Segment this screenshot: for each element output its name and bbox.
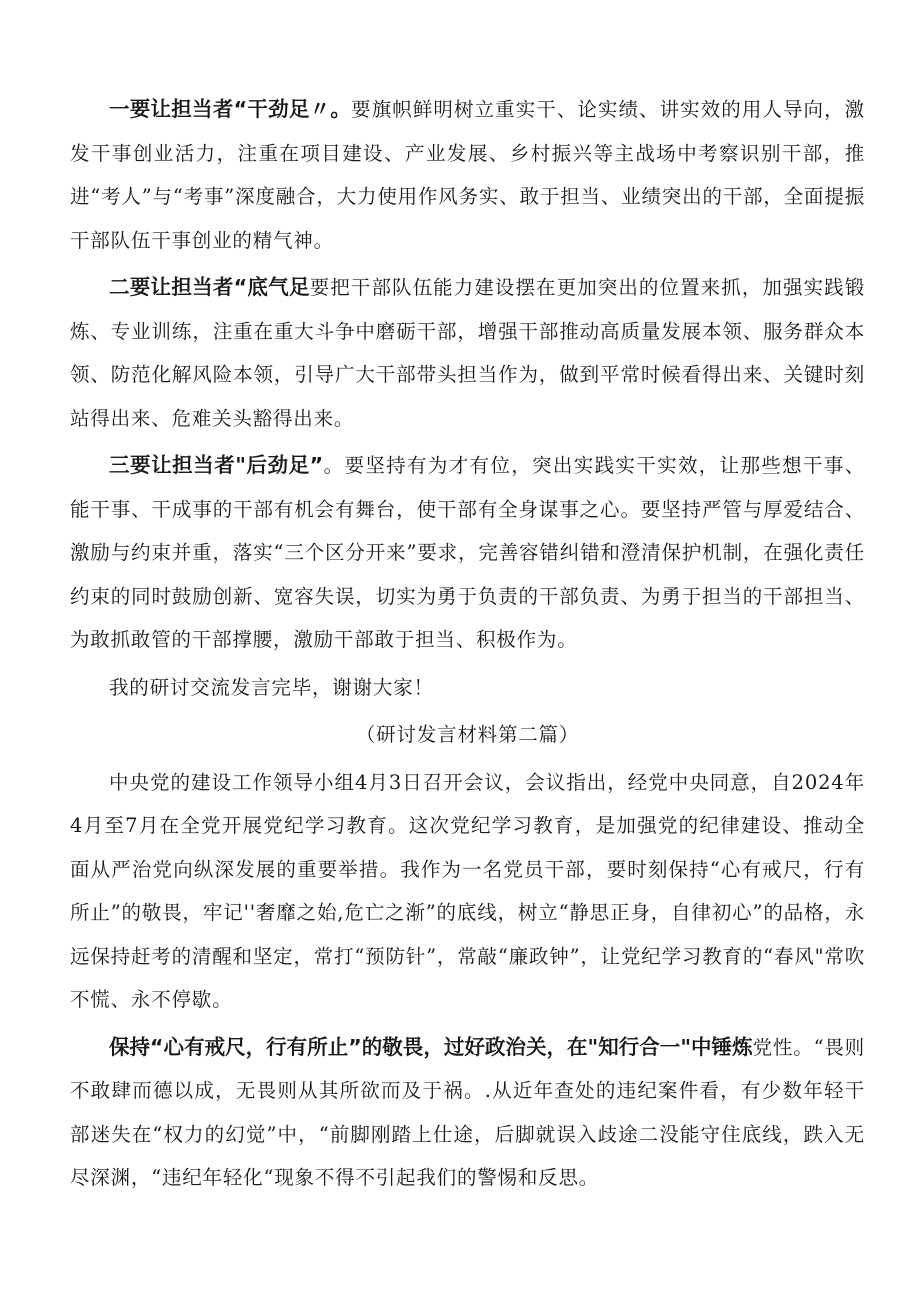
paragraph-7 bbox=[70, 1026, 865, 1200]
paragraph-3-body: 。要坚持有为才有位，突出实践实干实效，让那些想干事、能干事、干成事的干部有机会有舞台，使干部有全身谋事之心。要坚持严管与厚爱结合、激励与约束并重，落实“三个区分开来”要求，完善容错纠错和澄清保护机制，在强化责任约束的同时鼓励创新、宽容失误，切实为勇于负责的干部负责、为勇于担当的干部担当、为敢抓敢管的干部撑腰，激励干部敢于担当、积极作为。 bbox=[70, 454, 865, 651]
paragraph-3-lead: 三要让担当者"后劲足” bbox=[109, 453, 324, 477]
document-page bbox=[70, 88, 865, 1204]
paragraph-1-body: 要旗帜鲜明树立重实干、论实绩、讲实效的用人导向，激发干事创业活力，注重在项目建设、产业发展、乡村振兴等主战场中考察识别干部，推进“考人”与“考事”深度融合，大力使用作风务实、敢于担当、业绩突出的干部，全面提振干部队伍干事创业的精气神。 bbox=[70, 98, 865, 252]
paragraph-2 bbox=[70, 266, 865, 440]
paragraph-6: 中央党的建设工作领导小组4月3日召开会议，会议指出，经党中央同意，自2024年4月至7月在全党开展党纪学习教育。这次党纪学习教育，是加强党的纪律建设、推动全面从严治党向纵深发展的重要举措。我作为一名党员干部，要时刻保持“心有戒尺，行有所止”的敬畏，牢记''奢靡之始,危亡之渐”的底线，树立“静思正身，自律初心”的品格，永远保持赶考的清醒和坚定，常打“预防针”，常敲“廉政钟”，让党纪学习教育的“春风"常吹不慌、永不停歇。 bbox=[70, 770, 865, 1011]
paragraph-1-lead: 一要让担当者“干劲足〃。 bbox=[109, 97, 352, 121]
paragraph-2-lead: 二要让担当者“底气足 bbox=[109, 275, 310, 299]
section-subtitle: （研讨发言材料第二篇） bbox=[355, 723, 580, 746]
paragraph-7-body: 党性。“畏则不敢肆而德以成，无畏则从其所欲而及于祸。.从近年查处的违纪案件看，有少数年轻干部迷失在“权力的幻觉”中，“前脚刚踏上仕途，后脚就误入歧途二没能守住底线，跌入无尽深渊，“违纪年轻化“现象不得不引起我们的警惕和反思。 bbox=[70, 1035, 865, 1189]
paragraph-3 bbox=[70, 444, 865, 662]
paragraph-7-lead: 保持“心有戒尺，行有所止”的敬畏，过好政治关，在"知行合一"中锤炼 bbox=[109, 1034, 753, 1059]
paragraph-1 bbox=[70, 88, 865, 262]
closing-remark: 我的研讨交流发言完毕，谢谢大家！ bbox=[109, 675, 434, 699]
paragraph-2-body: 要把干部队伍能力建设摆在更加突出的位置来抓，加强实践锻炼、专业训练，注重在重大斗争中磨砺干部，增强干部推动高质量发展本领、服务群众本领、防范化解风险本领，引导广大干部带头担当作为，做到平常时候看得出来、关键时刻站得出来、危难关头豁得出来。 bbox=[70, 276, 865, 430]
